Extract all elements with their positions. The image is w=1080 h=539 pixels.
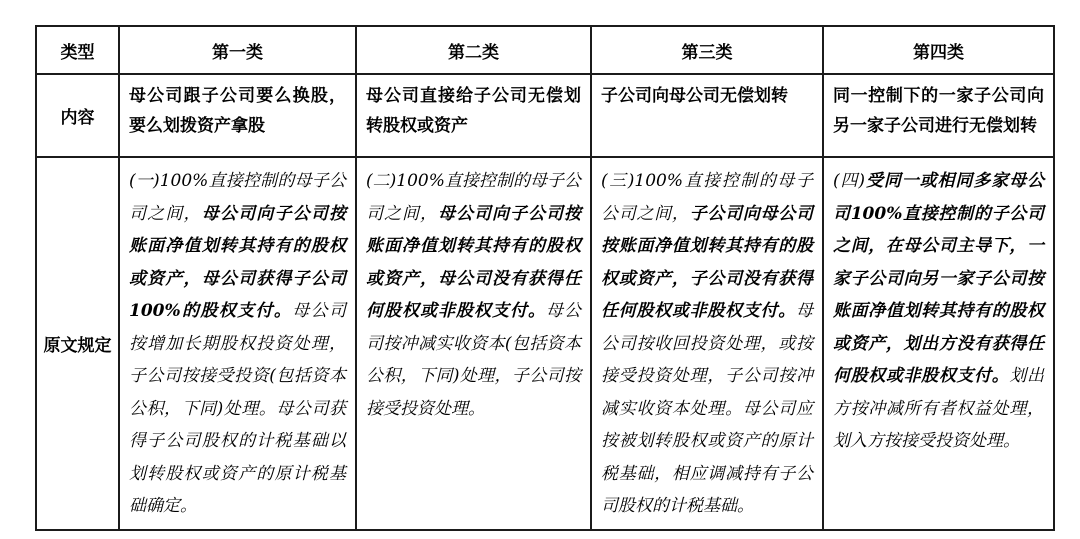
content-cell-4: 同一控制下的一家子公司向另一家子公司进行无偿划转 — [823, 74, 1054, 157]
header-cell-category-1: 第一类 — [119, 26, 356, 74]
original-cell-1: (一)100%直接控制的母子公司之间，母公司向子公司按账面净值划转其持有的股权或资产，母公司获得子公司100%的股权支付。母公司按增加长期股权投资处理，子公司按接受投资(包括资本公积，下同)处理。母公司获得子公司股权的计税基础以划转股权或资产的原计税基础确定。 — [119, 157, 356, 530]
header-cell-category-2: 第二类 — [356, 26, 591, 74]
classification-table — [35, 25, 1055, 531]
header-row — [36, 26, 1054, 74]
header-cell-category-3: 第三类 — [591, 26, 823, 74]
content-row-label: 内容 — [36, 74, 119, 157]
original-cell-2: (二)100%直接控制的母子公司之间，母公司向子公司按账面净值划转其持有的股权或资产，母公司没有获得任何股权或非股权支付。母公司按冲减实收资本(包括资本公积，下同)处理，子公司按接受投资处理。 — [356, 157, 591, 530]
content-cell-1: 母公司跟子公司要么换股，要么划拨资产拿股 — [119, 74, 356, 157]
original-row-label: 原文规定 — [36, 157, 119, 530]
original-cell-3: (三)100%直接控制的母子公司之间，子公司向母公司按账面净值划转其持有的股权或资产，子公司没有获得任何股权或非股权支付。母公司按收回投资处理，或按接受投资处理，子公司按冲减实收资本处理。母公司应按被划转股权或资产的原计税基础，相应调减持有子公司股权的计税基础。 — [591, 157, 823, 530]
content-cell-2: 母公司直接给子公司无偿划转股权或资产 — [356, 74, 591, 157]
content-row — [36, 74, 1054, 157]
header-cell-category-4: 第四类 — [823, 26, 1054, 74]
original-cell-4: (四)受同一或相同多家母公司100%直接控制的子公司之间，在母公司主导下，一家子公司向另一家子公司按账面净值划转其持有的股权或资产，划出方没有获得任何股权或非股权支付。划出方按冲减所有者权益处理，划入方按接受投资处理。 — [823, 157, 1054, 530]
content-cell-3: 子公司向母公司无偿划转 — [591, 74, 823, 157]
original-regulation-row — [36, 157, 1054, 530]
header-cell-type: 类型 — [36, 26, 119, 74]
